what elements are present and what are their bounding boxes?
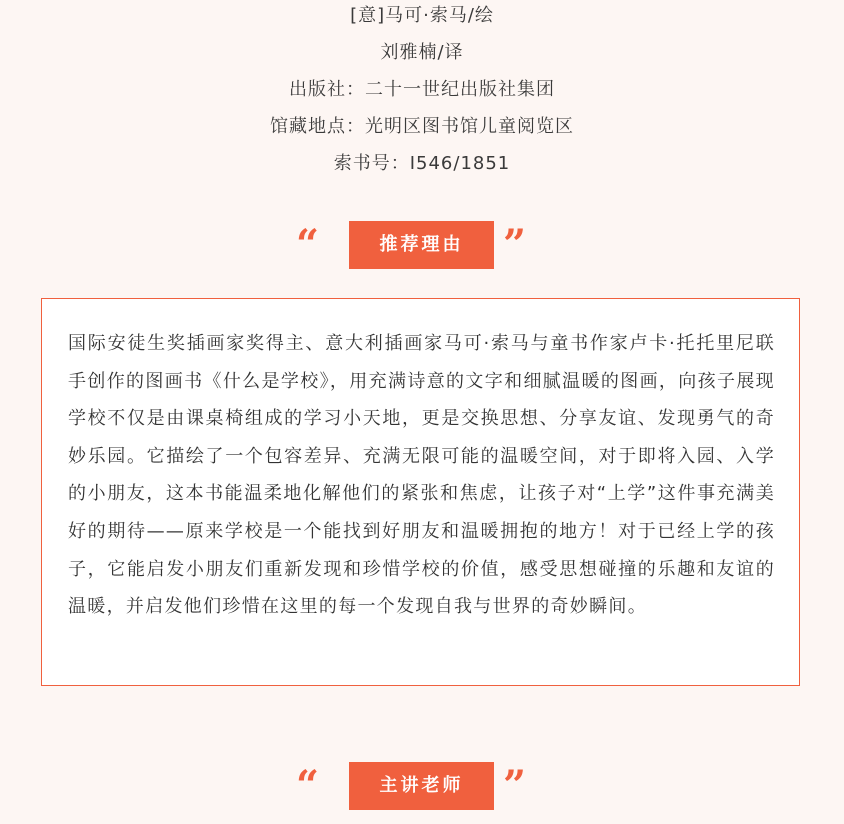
book-publisher: 出版社：二十一世纪出版社集团 <box>289 79 555 100</box>
open-quote-icon: “ <box>296 762 320 809</box>
close-quote-icon: ” <box>503 762 527 809</box>
open-quote-icon: “ <box>296 221 320 268</box>
book-author: [意]马可·索马/绘 <box>350 5 494 26</box>
reason-text: 国际安徒生奖插画家奖得主、意大利插画家马可·索马与童书作家卢卡·托托里尼联手创作的图画书《什么是学校》，用充满诗意的文字和细腻温暖的图画，向孩子展现学校不仅是由课桌椅组成的学习小天地，更是交换思想、分享友谊、发现勇气的奇妙乐园。它描绘了一个包容差异、充满无限可能的温暖空间，对于即将入园、入学的小朋友，这本书能温柔地化解他们的紧张和焦虑，让孩子对“上学”这件事充满美好的期待——原来学校是一个能找到好朋友和温暖拥抱的地方！对于已经上学的孩子，它能启发小朋友们重新发现和珍惜学校的价值，感受思想碰撞的乐趣和友谊的温暖，并启发他们珍惜在这里的每一个发现自我与世界的奇妙瞬间。 <box>68 333 775 618</box>
teacher-section-header <box>0 762 844 810</box>
reason-label: 推荐理由 <box>349 221 494 269</box>
book-call-number: 索书号：I546/1851 <box>333 153 511 174</box>
book-translator: 刘雅楠/译 <box>380 42 464 63</box>
reason-section-header <box>0 221 844 269</box>
close-quote-icon: ” <box>503 221 527 268</box>
book-location: 馆藏地点：光明区图书馆儿童阅览区 <box>270 116 574 137</box>
reason-box <box>41 298 800 686</box>
teacher-label: 主讲老师 <box>349 762 494 810</box>
